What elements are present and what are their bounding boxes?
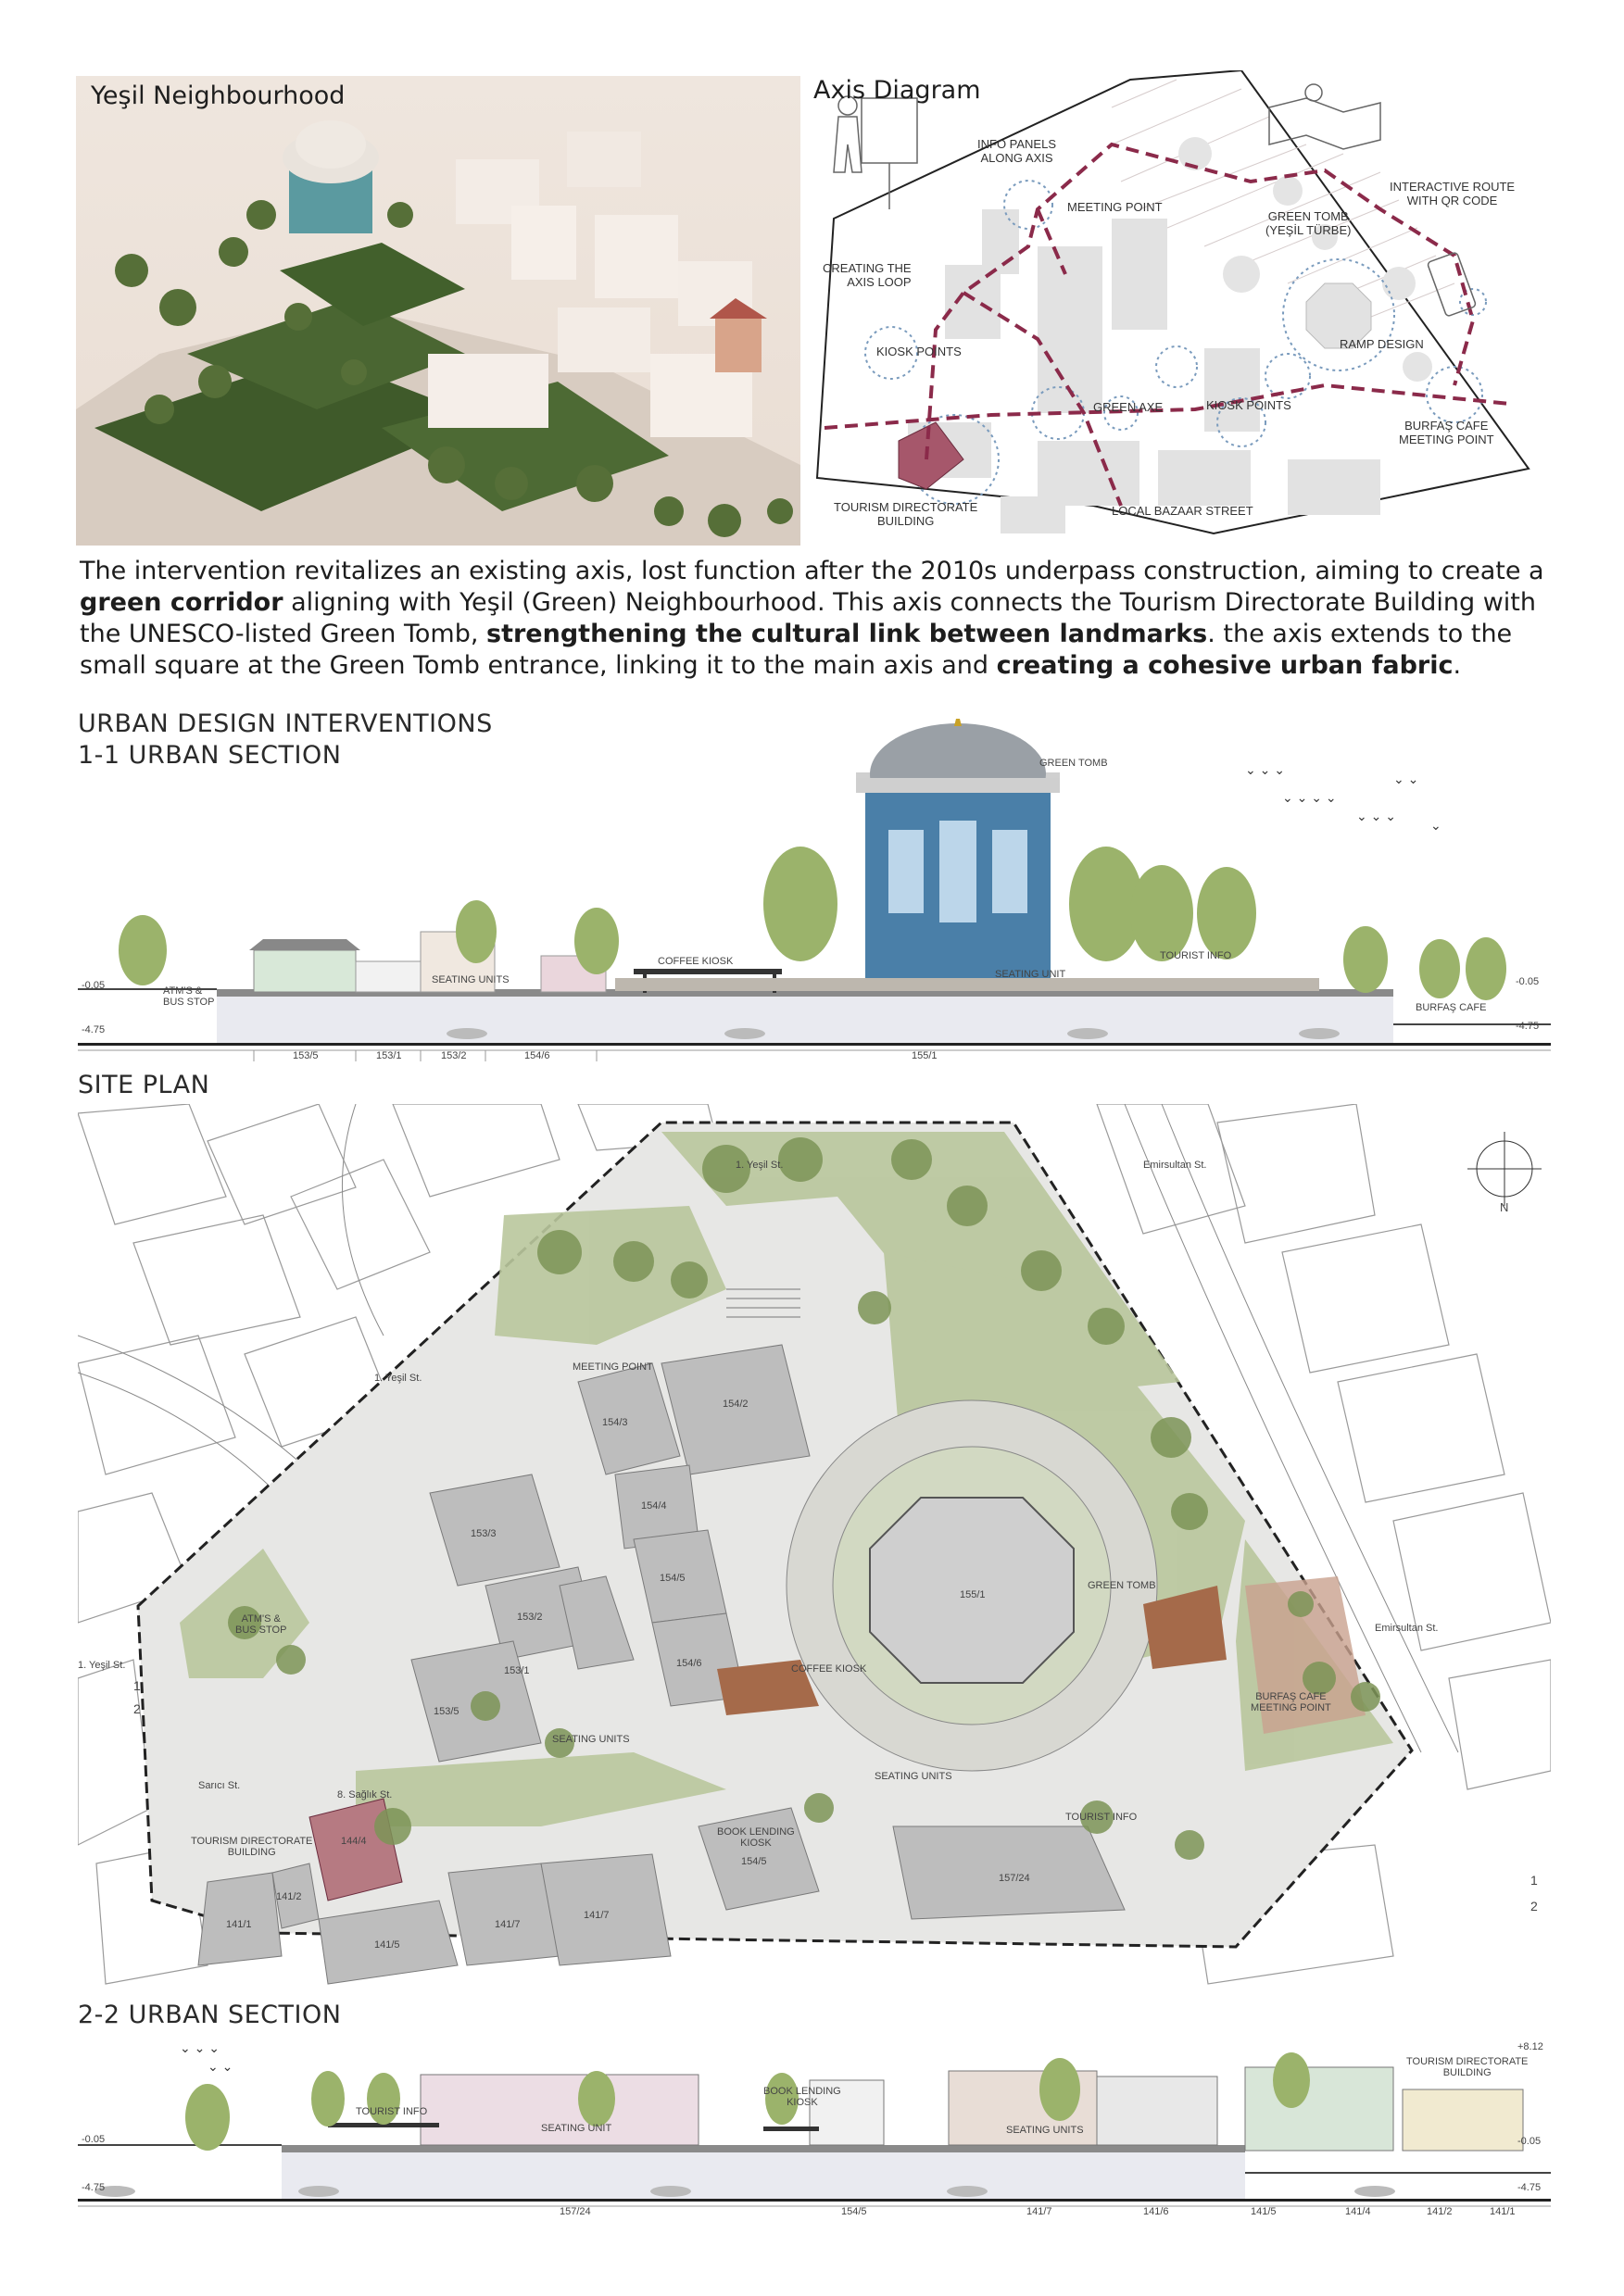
plan-label-tourism-building: TOURISM DIRECTORATE BUILDING (191, 1836, 313, 1858)
label-kiosk-points-2: KIOSK POINTS (1206, 398, 1291, 412)
label-green-tomb: GREEN TOMB (YEŞİL TÜRBE) (1265, 209, 1352, 237)
parcel-153-1: 153/1 (504, 1665, 530, 1676)
render-title: Yeşil Neighbourhood (91, 82, 346, 110)
render-panel (76, 76, 800, 546)
s2-label-tourism-building: TOURISM DIRECTORATE BUILDING (1406, 2056, 1529, 2078)
s1-label-coffee-kiosk: COFFEE KIOSK (658, 956, 734, 967)
parcel-154-5: 154/5 (660, 1573, 686, 1584)
plan-label-seating-units-2: SEATING UNITS (875, 1771, 952, 1782)
svg-text:⌄ ⌄ ⌄: ⌄ ⌄ ⌄ (1245, 762, 1285, 777)
s2-parcel: 141/6 (1143, 2206, 1169, 2217)
s2-level-right-bottom: -4.75 (1517, 2182, 1542, 2193)
parcel-153-3: 153/3 (471, 1528, 497, 1539)
label-green-axe: GREEN AXE (1093, 400, 1164, 414)
label-kiosk-points-1: KIOSK POINTS (876, 345, 962, 358)
label-creating-loop: CREATING THE AXIS LOOP (823, 261, 912, 289)
axis-diagram-title: Axis Diagram (813, 76, 981, 105)
street-yesil-2: 1. Yeşil St. (374, 1373, 422, 1384)
site-plan-drawing (78, 1104, 1551, 1993)
intro-paragraph (80, 556, 1562, 682)
parcel-154-6: 154/6 (676, 1658, 702, 1669)
label-info-panels: INFO PANELS ALONG AXIS (977, 137, 1057, 165)
aerial-render-image (76, 76, 800, 546)
site-plan-heading: SITE PLAN (78, 1071, 210, 1099)
plan-label-seating-units-1: SEATING UNITS (552, 1734, 630, 1745)
s2-label-tourist-info: TOURIST INFO (356, 2106, 428, 2117)
para-text-3: . the axis extends to the small square at the Green Tomb entrance, linking it to the main axis and (80, 620, 1513, 680)
parcel-153-2: 153/2 (517, 1612, 543, 1623)
s2-parcel: 154/5 (841, 2206, 867, 2217)
svg-text:⌄ ⌄ ⌄ ⌄: ⌄ ⌄ ⌄ ⌄ (1282, 790, 1337, 805)
plan-label-tourist-info: TOURIST INFO (1065, 1812, 1138, 1823)
s2-parcel: 141/7 (1026, 2206, 1052, 2217)
s2-level-left-bottom: -4.75 (82, 2182, 106, 2193)
svg-text:⌄ ⌄: ⌄ ⌄ (1393, 772, 1419, 786)
parcel-155-1: 155/1 (960, 1589, 986, 1600)
svg-text:⌄ ⌄ ⌄: ⌄ ⌄ ⌄ (1356, 809, 1396, 823)
parcel-144-4: 144/4 (341, 1836, 367, 1847)
parcel-141-7b: 141/7 (584, 1910, 610, 1921)
section-1-1-drawing (78, 719, 1551, 1061)
para-text-2: aligning with Yeşil (Green) Neighbourhood. This axis connects the Tourism Directorate Building with the UNESCO-listed Green Tomb, (80, 588, 1536, 648)
section-1-1-heading: 1-1 URBAN SECTION (78, 741, 342, 770)
plan-label-burfas: BURFAŞ CAFE MEETING POINT (1251, 1691, 1331, 1713)
parcel-157-24: 157/24 (999, 1873, 1030, 1884)
s2-level-left-top: -0.05 (82, 2134, 106, 2145)
s2-level-top-right: +8.12 (1517, 2041, 1543, 2052)
parcel-154-5b: 154/5 (741, 1856, 767, 1867)
street-yesil-1: 1. Yeşil St. (736, 1160, 784, 1171)
street-saglik: 8. Sağlık St. (337, 1789, 393, 1800)
svg-text:⌄: ⌄ (1430, 818, 1441, 833)
urban-design-heading: URBAN DESIGN INTERVENTIONS (78, 709, 493, 738)
s2-label-book-kiosk: BOOK LENDING KIOSK (763, 2086, 841, 2108)
s2-parcel: 141/1 (1490, 2206, 1516, 2217)
parcel-141-2: 141/2 (276, 1891, 302, 1902)
para-text-4: . (1453, 651, 1462, 680)
s1-parcel: 154/6 (524, 1050, 550, 1061)
plan-label-book-kiosk: BOOK LENDING KIOSK (717, 1826, 795, 1849)
street-yesil-3: 1. Yeşil St. (78, 1660, 126, 1671)
s1-label-atm: ATM'S & BUS STOP (163, 985, 215, 1008)
s1-label-seating-unit: SEATING UNIT (995, 969, 1066, 980)
s2-parcel: 157/24 (560, 2206, 591, 2217)
label-bazaar-street: LOCAL BAZAAR STREET (1112, 504, 1253, 518)
s2-label-seating-units: SEATING UNITS (1006, 2125, 1084, 2136)
parcel-154-3: 154/3 (602, 1417, 628, 1428)
para-bold-1: green corridor (80, 588, 283, 617)
axis-diagram-panel (806, 70, 1547, 545)
s1-parcel: 153/2 (441, 1050, 467, 1061)
s2-label-seating-unit: SEATING UNIT (541, 2123, 612, 2134)
street-sarici: Sarıcı St. (198, 1780, 241, 1791)
plan-label-meeting-point: MEETING POINT (573, 1361, 653, 1373)
section-2-2-heading: 2-2 URBAN SECTION (78, 2001, 342, 2029)
svg-text:⌄ ⌄: ⌄ ⌄ (208, 2059, 233, 2074)
s1-level-left-bottom: -4.75 (82, 1024, 106, 1035)
plan-label-coffee-kiosk: COFFEE KIOSK (791, 1663, 867, 1675)
s1-parcel: 153/1 (376, 1050, 402, 1061)
s2-parcel: 141/2 (1427, 2206, 1453, 2217)
parcel-141-7a: 141/7 (495, 1919, 521, 1930)
s1-level-right-top: -0.05 (1516, 976, 1540, 987)
plan-label-atm: ATM'S & BUS STOP (235, 1613, 287, 1636)
parcel-141-5: 141/5 (374, 1939, 400, 1951)
s2-parcel: 141/4 (1345, 2206, 1371, 2217)
axis-diagram (806, 70, 1547, 545)
s1-parcel: 155/1 (912, 1050, 938, 1061)
parcel-154-4: 154/4 (641, 1500, 667, 1512)
plan-label-green-tomb: GREEN TOMB (1088, 1580, 1156, 1591)
s1-level-left-top: -0.05 (82, 980, 106, 991)
para-text-1: The intervention revitalizes an existing axis, lost function after the 2010s underpass construction, aiming to create a (80, 557, 1544, 585)
para-bold-3: creating a cohesive urban fabric (996, 651, 1454, 680)
s1-label-green-tomb: GREEN TOMB (1039, 758, 1108, 769)
section-2-2-drawing (78, 2034, 1551, 2219)
s1-label-burfas: BURFAŞ CAFE (1416, 1002, 1487, 1013)
label-tourism-building: TOURISM DIRECTORATE BUILDING (834, 500, 978, 528)
label-interactive-route: INTERACTIVE ROUTE WITH QR CODE (1390, 180, 1516, 207)
s2-level-right-top: -0.05 (1517, 2136, 1542, 2147)
label-ramp-design: RAMP DESIGN (1340, 337, 1424, 351)
para-bold-2: strengthening the cultural link between landmarks (486, 620, 1208, 648)
section-mark-2a: 2 (133, 1701, 141, 1716)
street-emirsultan-2: Emirsultan St. (1375, 1623, 1439, 1634)
s1-level-right-bottom: -4.75 (1516, 1021, 1540, 1032)
north-label: N (1500, 1200, 1509, 1214)
label-meeting-point: MEETING POINT (1067, 200, 1163, 214)
section-mark-1a: 1 (133, 1678, 141, 1693)
parcel-141-1: 141/1 (226, 1919, 252, 1930)
s1-label-tourist-info: TOURIST INFO (1160, 950, 1232, 961)
section-mark-2b: 2 (1530, 1899, 1538, 1913)
label-burfas-cafe: BURFAŞ CAFE MEETING POINT (1399, 419, 1494, 446)
s1-label-seating-units: SEATING UNITS (432, 974, 510, 985)
parcel-153-5: 153/5 (434, 1706, 460, 1717)
section-mark-1b: 1 (1530, 1873, 1538, 1888)
svg-text:⌄ ⌄ ⌄: ⌄ ⌄ ⌄ (180, 2040, 220, 2055)
parcel-154-2: 154/2 (723, 1399, 749, 1410)
street-emirsultan: Emirsultan St. (1143, 1160, 1207, 1171)
s1-parcel: 153/5 (293, 1050, 319, 1061)
s2-parcel: 141/5 (1251, 2206, 1277, 2217)
